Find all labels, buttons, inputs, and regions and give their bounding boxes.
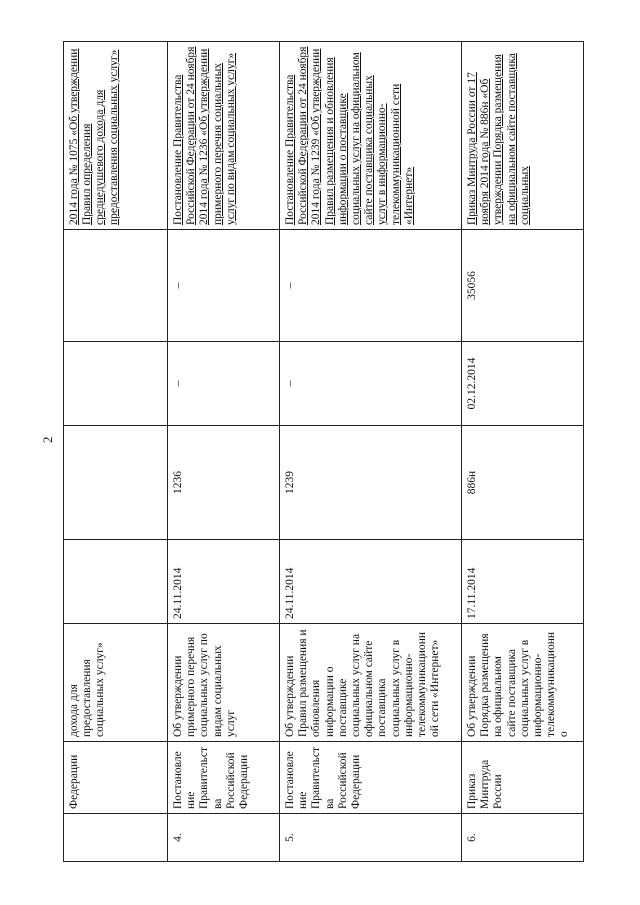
registration-date-cell: 02.12.2014 <box>462 342 584 426</box>
source-reference-cell: Постановление Правительства Российской Федерации от 24 ноября 2014 года № 1239 «Об утверждении Правил размещения и обновления информации о поставщике социальных услуг на официальном сайте поставщика социальных услуг в информационно-телекоммуникационной сети «Интернет» <box>280 42 462 230</box>
page-number: 2 <box>40 436 55 443</box>
document-number-cell: 1236 <box>168 426 280 540</box>
table-row <box>168 42 280 862</box>
registration-date-cell: – <box>280 342 462 426</box>
registration-date-cell <box>64 342 168 426</box>
registration-date-cell: – <box>168 342 280 426</box>
registration-number-cell <box>64 230 168 342</box>
date-cell: 24.11.2014 <box>280 540 462 624</box>
row-number-cell: 4. <box>168 814 280 862</box>
document-type-cell: Постановление Правительства Российской Федерации <box>168 742 280 814</box>
date-cell: 17.11.2014 <box>462 540 584 624</box>
document-type-cell: Постановление Правительства Российской Федерации <box>280 742 462 814</box>
date-cell <box>64 540 168 624</box>
table-row <box>280 42 462 862</box>
document-title-cell: Об утверждении Правил размещения и обновления информации о поставщике социальных услуг на официальном сайте поставщика социальных услуг в информационно-телекоммуникационной сети «Интернет» <box>280 624 462 742</box>
table-row <box>64 42 168 862</box>
registration-number-cell: – <box>168 230 280 342</box>
document-number-cell <box>64 426 168 540</box>
document-title-cell: Об утверждении Порядка размещения на официальном сайте поставщика социальных услуг в информационно-телекоммуникационно <box>462 624 584 742</box>
registration-number-cell: 35056 <box>462 230 584 342</box>
source-reference-cell: Постановление Правительства Российской Федерации от 24 ноября 2014 года № 1236 «Об утверждении примерного перечня социальных услуг по видам социальных услуг» <box>168 42 280 230</box>
date-cell: 24.11.2014 <box>168 540 280 624</box>
document-type-cell: Приказ Минтруда России <box>462 742 584 814</box>
table-row <box>462 42 584 862</box>
document-title-cell: дохода для предоставления социальных услуг» <box>64 624 168 742</box>
document-number-cell: 886н <box>462 426 584 540</box>
document-title-cell: Об утверждении примерного перечня социальных услуг по видам социальных услуг <box>168 624 280 742</box>
rotated-page-content <box>63 42 583 862</box>
document-type-cell: Федерации <box>64 742 168 814</box>
regulations-table <box>63 41 584 862</box>
document-number-cell: 1239 <box>280 426 462 540</box>
row-number-cell <box>64 814 168 862</box>
source-reference-cell: 2014 года № 1075 «Об утверждении Правил определения среднедушевого дохода для предоставления социальных услуг» <box>64 42 168 230</box>
row-number-cell: 5. <box>280 814 462 862</box>
registration-number-cell: – <box>280 230 462 342</box>
row-number-cell: 6. <box>462 814 584 862</box>
source-reference-cell: Приказ Минтруда России от 17 ноября 2014 года № 886н «Об утверждении Порядка размещения на официальном сайте поставщика социальных <box>462 42 584 230</box>
